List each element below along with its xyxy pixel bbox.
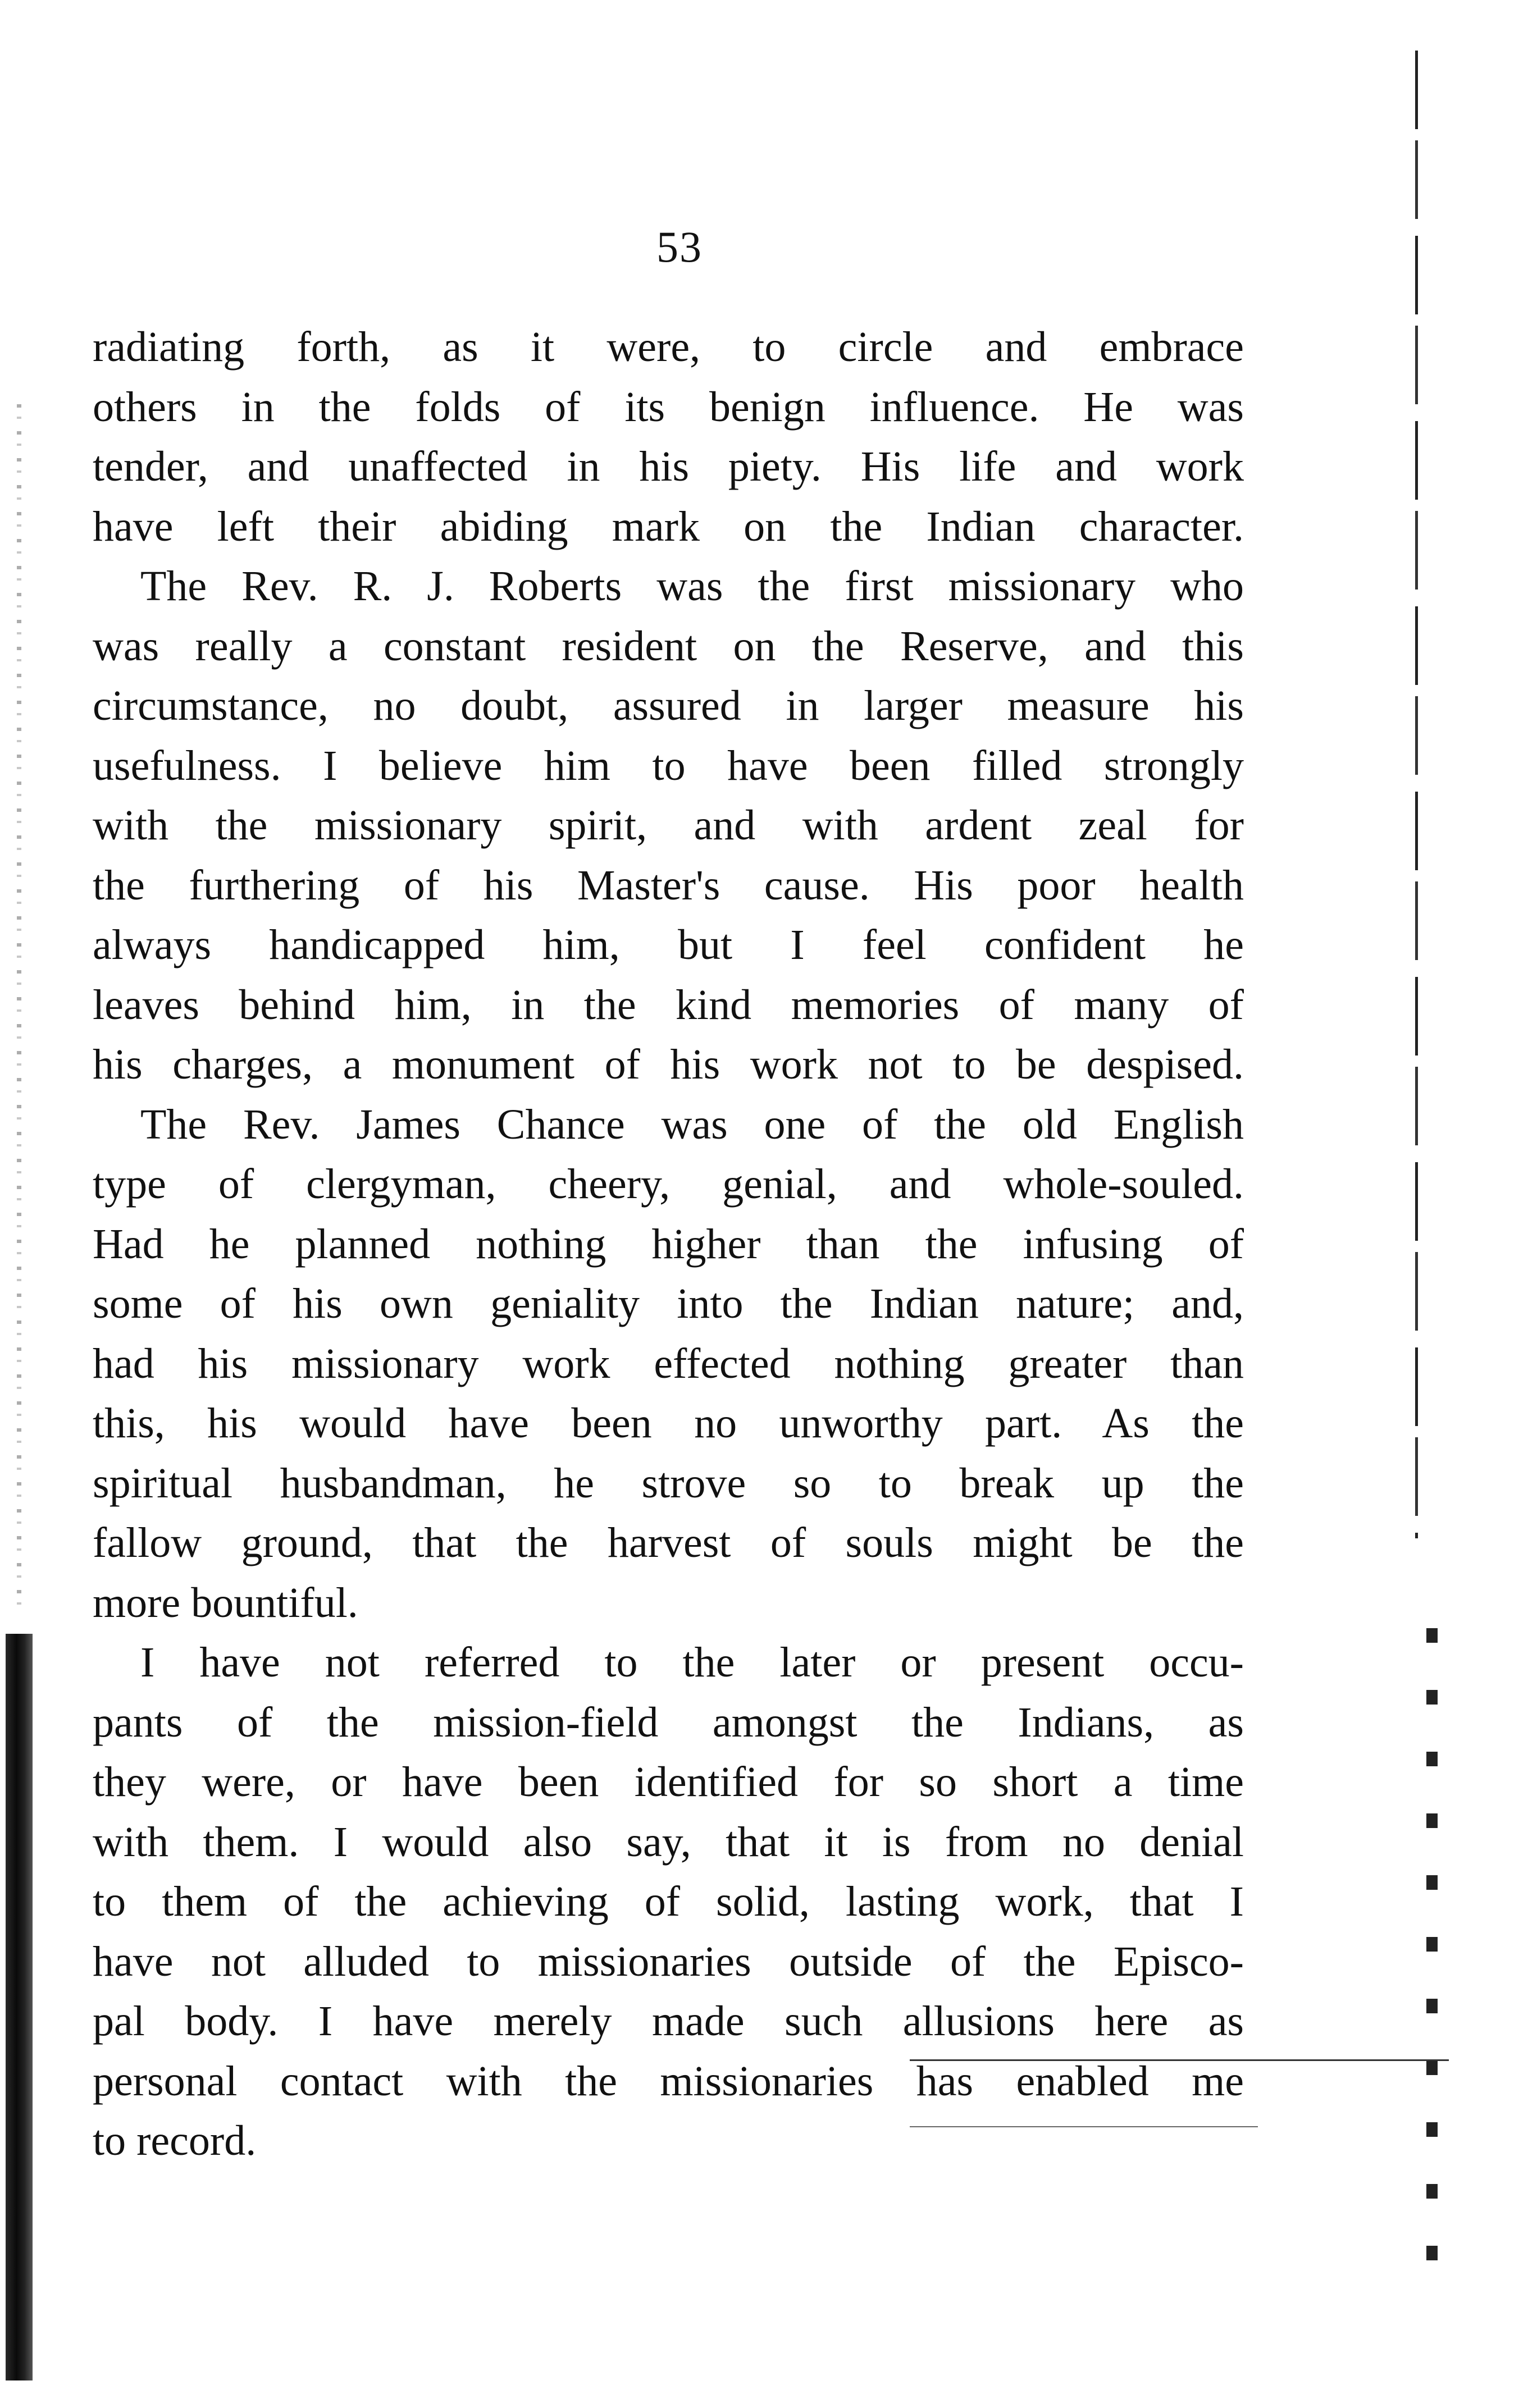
text-line: pal body. I have merely made such allusions here as [93,1998,1244,2045]
text-line: to them of the achieving of solid, lasting work, that I [93,1878,1244,1925]
text-line: the furthering of his Master's cause. His poor health [93,861,1244,909]
right-edge-rule [1415,51,1418,1538]
text-line: have left their abiding mark on the Indian character. [93,502,1244,550]
text-line: personal contact with the missionaries has enabled me [93,2057,1244,2105]
text-line: fallow ground, that the harvest of souls might be the [93,1519,1244,1566]
text-line: with them. I would also say, that it is from no denial [93,1818,1244,1866]
book-spine-shadow [6,1634,33,2380]
text-line: always handicapped him, but I feel confident he [93,921,1244,968]
text-line: leaves behind him, in the kind memories of many of [93,981,1244,1029]
text-line: others in the folds of its benign influence. He was [93,383,1244,431]
text-line: they were, or have been identified for so short a time [93,1758,1244,1806]
paragraph-start-line: The Rev. James Chance was one of the old English [140,1100,1244,1148]
text-line: pants of the mission-field amongst the Indians, as [93,1698,1244,1746]
text-line: Had he planned nothing higher than the infusing of [93,1220,1244,1268]
text-line: was really a constant resident on the Reserve, and this [93,622,1244,670]
text-line: tender, and unaffected in his piety. His life and work [93,443,1244,490]
text-line: his charges, a monument of his work not to be despised. [93,1041,1244,1088]
text-line: this, his would have been no unworthy part. As the [93,1400,1244,1447]
text-line: had his missionary work effected nothing greater than [93,1340,1244,1387]
paragraph-start-line: The Rev. R. J. Roberts was the first missionary who [140,563,1244,610]
text-line: with the missionary spirit, and with ardent zeal for [93,802,1244,849]
right-edge-marks [1426,1628,1438,2274]
paragraph-end-line: more bountiful. [93,1579,358,1626]
body-text [93,317,1244,2171]
paragraph-start-line: I have not referred to the later or present occu- [140,1639,1244,1686]
text-line: spiritual husbandman, he strove so to break up the [93,1459,1244,1507]
text-line: circumstance, no doubt, assured in larger measure his [93,682,1244,729]
text-line: some of his own geniality into the Indian nature; and, [93,1280,1244,1327]
text-line: have not alluded to missionaries outside of the Episco- [93,1938,1244,1985]
page-number: 53 [656,222,703,271]
text-line: radiating forth, as it were, to circle and embrace [93,323,1244,371]
paragraph-end-line: to record. [93,2117,257,2164]
text-line: type of clergyman, cheery, genial, and whole-souled. [93,1160,1244,1208]
text-line: usefulness. I believe him to have been filled strongly [93,742,1244,789]
spine-speckle [17,404,21,1611]
